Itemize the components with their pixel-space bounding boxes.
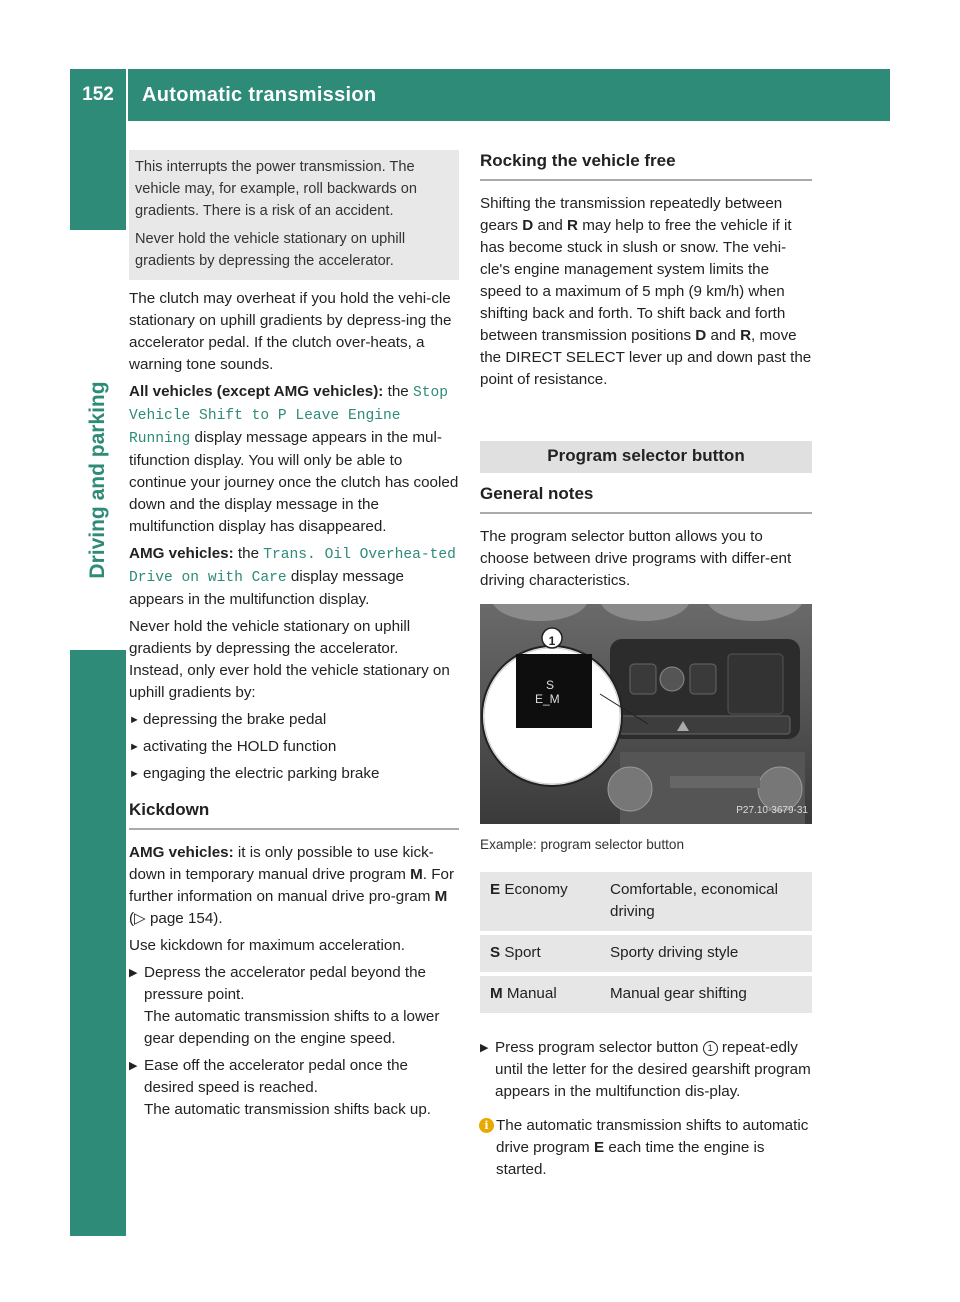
general-notes-text: The program selector button allows you to choose between drive programs with differ-ent driving characteristics. [480,528,792,589]
table-row [480,935,812,972]
step-action: Depress the accelerator pedal beyond the pressure point. [144,964,426,1003]
program-letter: E [490,881,501,898]
amg-paragraph [129,543,459,611]
side-tab-label: Driving and parking [86,381,109,579]
bullet-icon: ► [129,714,140,726]
clutch-overheat-text: The clutch may overheat if you hold the vehi-cle stationary on uphill gradients by depress-ing the accelerator pedal. If the clutch over-heats, a warning tone sounds. [129,290,452,373]
step-result: The automatic transmission shifts back up. [144,1101,431,1118]
amg-the: the [237,545,260,562]
table-row [480,976,812,1013]
step-action: Ease off the accelerator pedal once the desired speed is reached. [144,1057,408,1096]
list-item [129,709,459,731]
page-reference-link[interactable]: (▷ page 154). [129,910,223,927]
step-arrow-icon: ▶ [129,967,138,979]
bullet-icon: ► [129,741,140,753]
step-result: The automatic transmission shifts to a lower gear depending on the engine speed. [144,1008,440,1047]
button-label-s: S [546,678,555,692]
program-name: Economy [504,881,568,898]
program-description: Manual gear shifting [600,976,812,1013]
instruction-step [129,1055,459,1121]
instruction-step [129,962,459,1050]
list-item-text: activating the HOLD function [143,738,337,755]
gear-r: R [567,217,578,234]
warning-box [129,150,459,280]
program-letter: E [593,1139,605,1156]
page-title: Automatic transmission [142,84,377,106]
callout-reference: 1 [703,1041,718,1056]
all-vehicles-tail: display message appears in the mul-tifunction display. You will only be able to continue your journey once the clutch has cooled down and the display message in the multifunction display has disappeared. [129,429,459,535]
kickdown-amg-label: AMG vehicles: [129,844,234,861]
all-vehicles-the: the [387,383,409,400]
manual-letter: M [434,888,448,905]
right-column [480,150,812,1181]
page-number: 152 [82,84,114,105]
list-item-text: depressing the brake pedal [143,711,327,728]
list-item-text: engaging the electric parking brake [143,765,380,782]
step-arrow-icon: ▶ [129,1060,138,1072]
press-text-a: Press program selector button [495,1039,699,1056]
program-selector-photo [480,604,812,824]
step-arrow-icon: ▶ [480,1042,489,1054]
program-table [480,868,812,1017]
never-hold-text: Never hold the vehicle stationary on uphill gradients by depressing the accelerator. [129,618,411,657]
amg-tail: display message appears in the multifunction display. [129,568,404,608]
rocking-and: and [537,217,563,234]
gear-d: D [522,217,534,234]
bullet-icon: ► [129,768,140,780]
program-key [480,935,600,972]
header-divider [126,69,128,121]
dashboard-illustration [480,604,812,824]
button-label-em: E_M [535,692,560,706]
program-key [480,976,600,1013]
gear-d: D [695,327,707,344]
display-message-stop-vehicle: Stop Vehicle Shift to P Leave Engine Running [129,385,448,447]
warning-text-2: Never hold the vehicle stationary on uphill gradients by depressing the accelerator. [135,231,406,269]
program-description: Sporty driving style [600,935,812,972]
program-key [480,872,600,931]
rocking-text-a: Shifting the transmission repeatedly between gears [480,195,783,234]
info-icon: i [479,1118,494,1133]
display-message-trans-oil: Trans. Oil Overhea-ted Drive on with Care [129,547,456,586]
rocking-heading: Rocking the vehicle free [480,150,812,181]
all-vehicles-label: All vehicles (except AMG vehicles): [129,383,384,400]
info-text-b: each time the engine is started. [496,1139,765,1178]
list-item [129,736,459,758]
kickdown-amg-text-2: . For further information on manual drive pro-gram [129,866,455,905]
warning-text-1: This interrupts the power transmission. The vehicle may, for example, roll backwards on gradients. There is a risk of an accident. [135,159,417,219]
all-vehicles-paragraph [129,381,459,538]
rocking-text-c: , move the DIRECT SELECT lever up and down past the point of resistance. [480,327,812,388]
section-heading: Program selector button [480,441,812,473]
kickdown-amg-text: it is only possible to use kick-down in temporary manual drive program [129,844,434,883]
kickdown-amg-paragraph [129,842,459,930]
program-letter: S [490,944,501,961]
program-description: Comfortable, economical driving [600,872,812,931]
info-note [480,1115,812,1181]
gear-r: R [740,327,752,344]
program-name: Manual [506,985,557,1002]
list-item [129,763,459,785]
instead-text: Instead, only ever hold the vehicle stationary on uphill gradients by: [129,662,450,701]
table-row [480,872,812,931]
info-text-a: The automatic transmission shifts to automatic drive program [496,1117,809,1156]
left-column [129,150,459,1126]
kickdown-heading: Kickdown [129,799,459,830]
rocking-text-b: may help to free the vehicle if it has become stuck in slush or snow. The vehi-cle's engine management system limits the speed to a maximum of 5 mph (9 km/h) when shifting back and forth. To shift back and forth between transmission positions [480,217,792,344]
image-code: P27.10-3679-31 [736,805,808,816]
manual-letter: M [410,866,423,883]
instruction-step [480,1037,812,1103]
rocking-paragraph [480,193,812,391]
photo-caption: Example: program selector button [480,837,685,852]
callout-number: 1 [548,634,556,648]
kickdown-use-text: Use kickdown for maximum acceleration. [129,937,406,954]
amg-label: AMG vehicles: [129,545,234,562]
general-notes-heading: General notes [480,483,812,514]
press-text-b: repeat-edly until the letter for the desired gearshift program appears in the multifunction dis-play. [495,1039,811,1100]
program-name: Sport [504,944,541,961]
program-letter: M [490,985,503,1002]
rocking-and: and [710,327,736,344]
